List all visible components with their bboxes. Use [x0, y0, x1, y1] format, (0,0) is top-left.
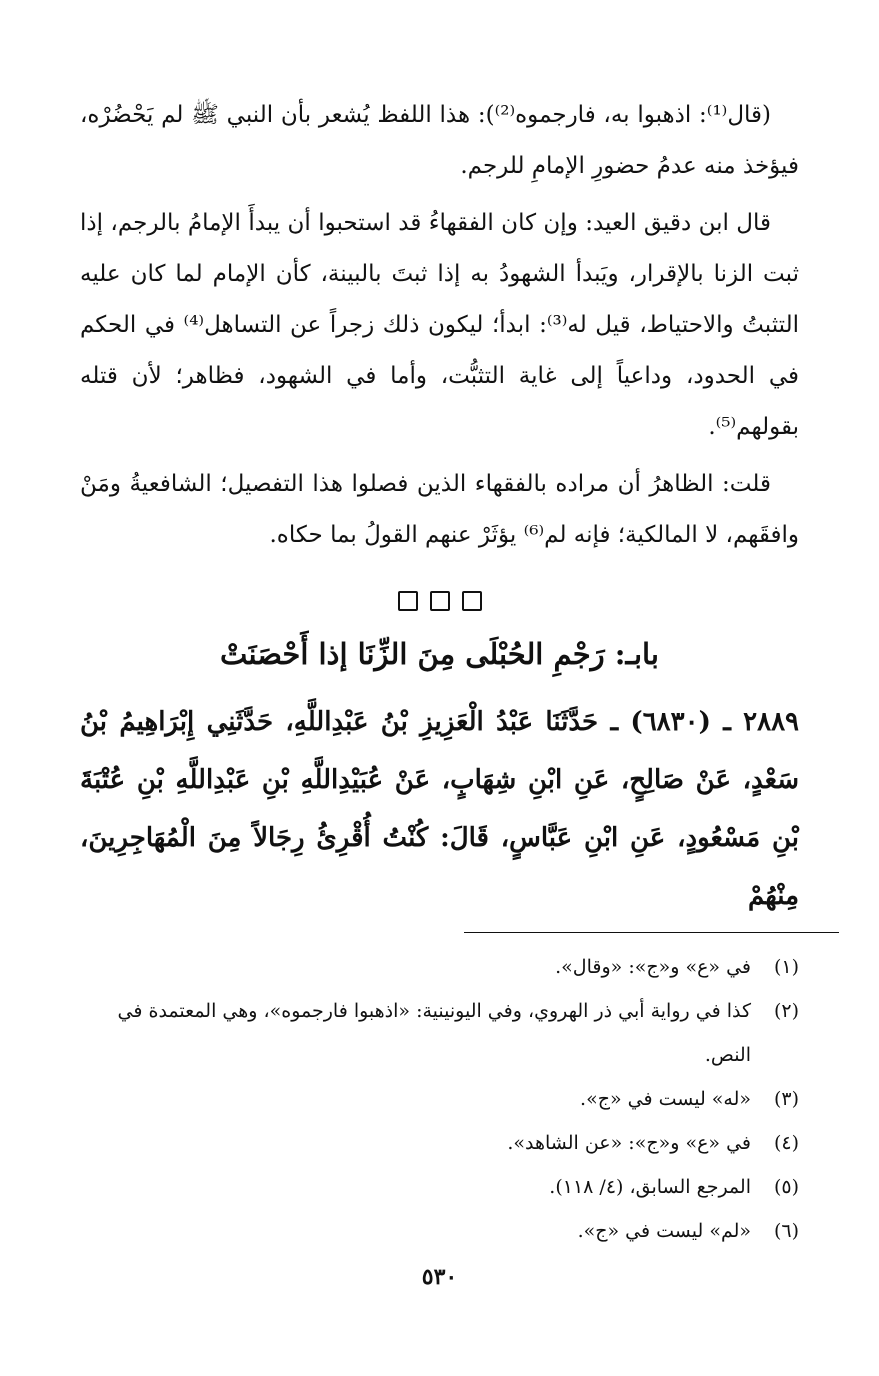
- separator-square-icon: [430, 591, 450, 611]
- footnote-divider: [464, 932, 839, 933]
- footnote-text: في «ع» و«ج»: «عن الشاهد».: [507, 1132, 751, 1154]
- hadith-text: ٢٨٨٩ ـ (٦٨٣٠) ـ حَدَّثَنَا عَبْدُ الْعَزِيزِ بْنُ عَبْدِاللَّهِ، حَدَّثَنِي إِبْرَاهِيمُ بْنُ سَعْدٍ، عَنْ صَالِحٍ، عَنِ ابْنِ شِهَابٍ، عَنْ عُبَيْدِاللَّهِ بْنِ عَبْدِاللَّهِ بْنِ عُتْبَةَ بْنِ مَسْعُودٍ، عَنِ ابْنِ عَبَّاسٍ، قَالَ: كُنْتُ أُقْرِئُ رِجَالاً مِنَ الْمُهَاجِرِينَ، مِنْهُمْ: [80, 707, 799, 911]
- footnote-text: في «ع» و«ج»: «وقال».: [555, 956, 751, 978]
- footnote-number: (٢): [773, 1000, 799, 1022]
- separator-square-icon: [462, 591, 482, 611]
- footnote: [80, 945, 799, 989]
- footnote-text: «لم» ليست في «ج».: [577, 1220, 751, 1242]
- page-body: [80, 90, 799, 925]
- chapter-title: بابـ: رَجْمِ الحُبْلَى مِنَ الزِّنَا إذا أَحْصَنَتْ: [220, 637, 659, 671]
- separator-square-icon: [398, 591, 418, 611]
- footnote-number: (٣): [773, 1088, 799, 1110]
- footnote-text: كذا في رواية أبي ذر الهروي، وفي اليونينية: «اذهبوا فارجموه»، وهي المعتمدة في النص.: [117, 1000, 751, 1066]
- commentary-paragraph: قلت: الظاهرُ أن مراده بالفقهاء الذين فصلوا هذا التفصيل؛ الشافعيةُ ومَنْ وافقَهم، لا المالكية؛ فإنه لم⁽⁶⁾ يؤثَرْ عنهم القولُ بما حكاه.: [80, 471, 799, 548]
- footnote: [80, 989, 799, 1077]
- footnote-text: المرجع السابق، (٤/ ١١٨).: [549, 1176, 751, 1198]
- footnote: [80, 1165, 799, 1209]
- footnote: [80, 1209, 799, 1253]
- footnote-number: (٥): [773, 1176, 799, 1198]
- footnote-number: (٤): [773, 1132, 799, 1154]
- footnotes: [80, 945, 799, 1253]
- footnote: [80, 1077, 799, 1121]
- footnote-text: «له» ليست في «ج».: [580, 1088, 751, 1110]
- commentary-paragraph: قال ابن دقيق العيد: وإن كان الفقهاءُ قد استحبوا أن يبدأَ الإمامُ بالرجم، إذا ثبت الزنا بالإقرار، ويَبدأ الشهودُ به إذا ثبتَ بالبينة، كأن الإمام لما كان عليه التثبتُ والاحتياط، قيل له⁽³⁾: ابدأ؛ ليكون ذلك زجراً عن التساهل⁽⁴⁾ في الحكم في الحدود، وداعياً إلى غاية التثبُّت، وأما في الشهود، فظاهر؛ لأن قتله بقولهم⁽⁵⁾.: [80, 210, 799, 440]
- page-number: ٥٣٠: [421, 1264, 458, 1290]
- footnote-number: (١): [773, 956, 799, 978]
- footnote-number: (٦): [773, 1220, 799, 1242]
- footnote: [80, 1121, 799, 1165]
- section-separator: [80, 591, 799, 615]
- commentary-paragraph: (قال⁽¹⁾: اذهبوا به، فارجموه⁽²⁾): هذا اللفظ يُشعر بأن النبي ﷺ لم يَحْضُرْه، فيؤخذ منه عدمُ حضورِ الإمامِ للرجم.: [80, 102, 799, 179]
